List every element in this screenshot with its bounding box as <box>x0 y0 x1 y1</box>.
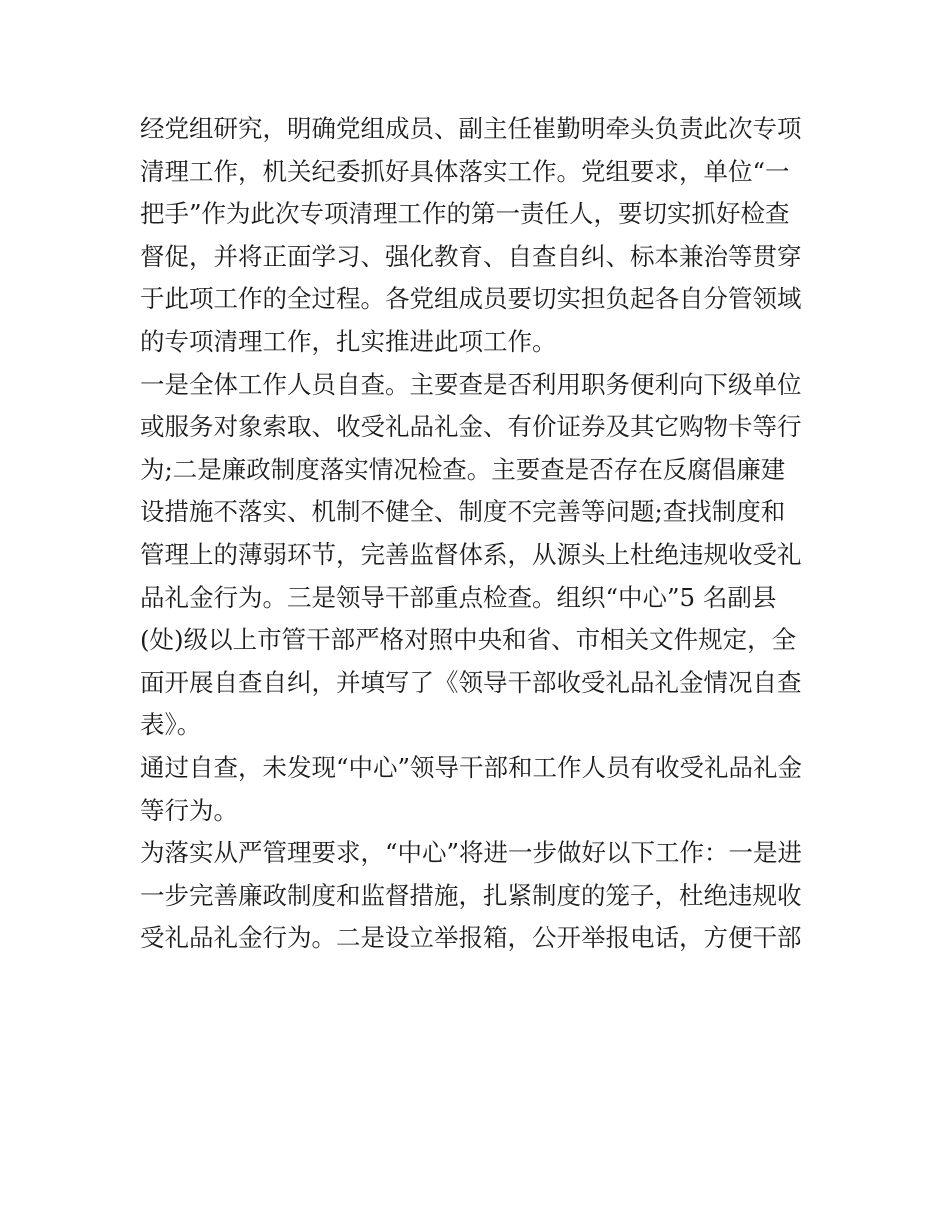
text-line: 设措施不落实、机制不健全、制度不完善等问题;查找制度和 <box>140 497 786 527</box>
text-line: 于此项工作的全过程。各党组成员要切实担负起各自分管领域 <box>140 284 802 314</box>
text-line: 为;二是廉政制度落实情况检查。主要查是否存在反腐倡廉建 <box>140 454 786 484</box>
text-line: 面开展自查自纠，并填写了《领导干部收受礼品礼金情况自查 <box>140 667 802 697</box>
text-line: 经党组研究，明确党组成员、副主任崔勤明牵头负责此次专项 <box>140 114 802 143</box>
text-line: 一步完善廉政制度和监督措施，扎紧制度的笼子，杜绝违规收 <box>140 880 802 910</box>
text-line: 清理工作，机关纪委抓好具体落实工作。党组要求，单位“一 <box>140 156 790 186</box>
text-line: 的专项清理工作，扎实推进此项工作。 <box>140 326 557 356</box>
text-line: 通过自查，未发现“中心”领导干部和工作人员有收受礼品礼金 <box>140 752 803 782</box>
text-line: 品礼金行为。三是领导干部重点检查。组织“中心”5 名副县 <box>140 582 777 612</box>
text-line: 表》。 <box>140 710 202 740</box>
text-line: 督促，并将正面学习、强化教育、自查自纠、标本兼治等贯穿 <box>140 241 802 271</box>
text-line: 或服务对象索取、收受礼品礼金、有价证券及其它购物卡等行 <box>140 412 802 442</box>
text-line: 为落实从严管理要求，“中心”将进一步做好以下工作：一是进 <box>140 838 803 868</box>
text-line: (处)级以上市管干部严格对照中央和省、市相关文件规定，全 <box>140 625 797 655</box>
text-line: 管理上的薄弱环节，完善监督体系，从源头上杜绝违规收受礼 <box>140 539 802 569</box>
text-line: 等行为。 <box>140 795 238 825</box>
text-line: 受礼品礼金行为。二是设立举报箱，公开举报电话，方便干部 <box>140 923 802 953</box>
body-text <box>140 108 820 960</box>
text-line: 把手”作为此次专项清理工作的第一责任人，要切实抓好检查 <box>140 199 790 229</box>
text-line: 一是全体工作人员自查。主要查是否利用职务便利向下级单位 <box>140 369 802 399</box>
